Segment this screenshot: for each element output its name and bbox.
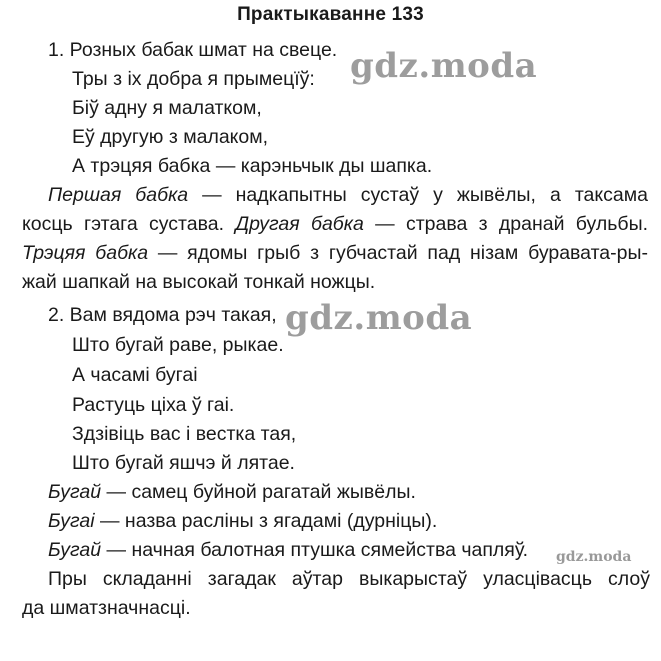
term-bugai-3: Бугай — [48, 539, 102, 561]
term-bugai-1: Бугай — [48, 481, 102, 503]
riddle1-line-1: 1. Розных бабак шмат на свеце. — [48, 39, 338, 61]
riddle1-line-2: Тры з іх добра я прымецїў: — [72, 68, 315, 90]
watermark-logo-2: gdz.moda — [285, 298, 473, 338]
watermark-logo-3: gdz.moda — [556, 549, 632, 565]
explanation2-line-3 — [48, 538, 528, 562]
explanation1-line-3 — [22, 241, 648, 265]
watermark-logo-1: gdz.moda — [350, 46, 538, 86]
definition-first-babka-a: — надкапытны сустаў у жывёлы, а таксама — [188, 184, 648, 206]
term-bugai-2: Бугаі — [48, 510, 95, 532]
term-first-babka: Першая бабка — [48, 184, 189, 206]
riddle2-line-3: А часамі бугаі — [72, 364, 198, 386]
definition-second-babka: — страва з дранай бульбы. — [363, 213, 649, 235]
riddle2-line-5: Здзівіць вас і вестка тая, — [72, 423, 297, 445]
explanation1-line-2 — [22, 212, 648, 236]
riddle2-line-6: Што бугай яшчэ й лятае. — [72, 452, 295, 474]
riddle2-line-4: Растуць ціха ў гаі. — [72, 394, 235, 416]
explanation2-line-2 — [48, 509, 437, 533]
riddle1-line-3: Біў адну я малатком, — [72, 97, 262, 119]
term-second-babka: Другая бабка — [235, 213, 364, 235]
explanation1-line-1 — [48, 183, 648, 207]
definition-third-babka-a: — ядомы грыб з губчастай пад нізам буравата-ры- — [148, 242, 649, 264]
riddle1-line-5: А трэцяя бабка — карэньчык ды шапка. — [72, 155, 433, 177]
explanation2-line-1 — [48, 480, 416, 504]
definition-bugai-1: — самец буйной рагатай жывёлы. — [101, 481, 416, 503]
riddle1-line-4: Еў другую з малаком, — [72, 126, 269, 148]
definition-first-babka-b: косць гэтага сустава. — [22, 213, 236, 235]
definition-bugai-2: — назва расліны з ягадамі (дурніцы). — [94, 510, 438, 532]
riddle2-line-2: Што бугай раве, рыкае. — [72, 334, 284, 356]
riddle2-line-1: 2. Вам вядома рэч такая, — [48, 304, 277, 326]
exercise-title: Практыкаванне 133 — [237, 4, 424, 25]
definition-bugai-3: — начная балотная птушка сямейства чапляў. — [101, 539, 529, 561]
explanation1-line-4: жай шапкай на высокай тонкай ножцы. — [22, 271, 376, 293]
conclusion-line-2: да шматзначнасці. — [22, 597, 191, 619]
conclusion-line-1: Пры складанні загадак аўтар выкарыстаў уласцівасць слоў — [48, 568, 650, 590]
term-third-babka: Трэцяя бабка — [22, 242, 149, 264]
